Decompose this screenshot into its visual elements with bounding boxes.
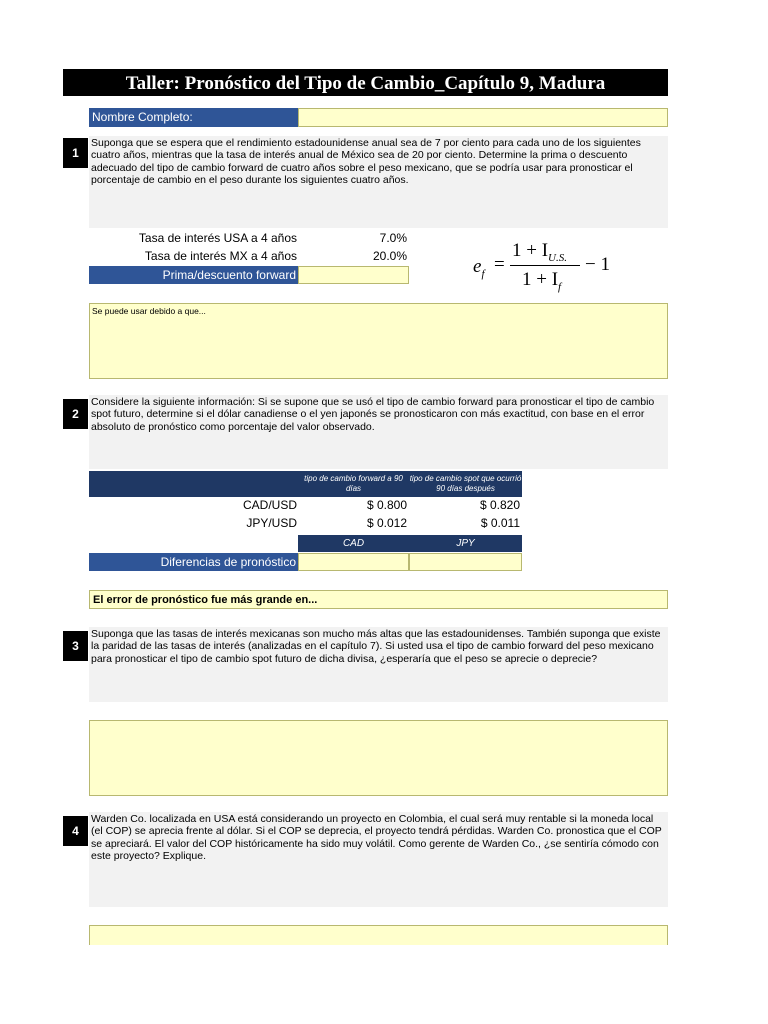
forecast-diff-label: Diferencias de pronóstico [89, 553, 298, 571]
cad-usd-forward: $ 0.800 [366, 498, 407, 512]
mx-rate-label: Tasa de interés MX a 4 años [144, 249, 297, 263]
question-4-text: Warden Co. localizada en USA está considerando un proyecto en Colombia, el cual será muy rentable si la moneda local (el COP) se aprecia frente al dólar. Si el COP se deprecia, el proyecto tendrá pérdidas. Warden Co. pronostica que el COP se apreciará. El valor del COP históricamente ha sido muy volátil. Como gerente de Warden Co., ¿se sentiría cómodo con este proyecto? Explique. [89, 812, 668, 907]
jpy-usd-label: JPY/USD [246, 516, 297, 530]
question-1-text: Suponga que se espera que el rendimiento estadounidense anual sea de 7 por ciento para cada uno de los siguientes cuatro años, mientras que la tasa de interés anual de México sea de 20 por ciento. Determine la prima o descuento adecuado del tipo de cambio forward de cuatro años sobre el peso mexicano, que se podría usar para pronosticar el porcentaje de cambio en el peso durante los siguientes cuatro años. [89, 136, 668, 228]
jpy-usd-forward: $ 0.012 [366, 516, 407, 530]
question-3-number: 3 [63, 631, 88, 661]
page-title: Taller: Pronóstico del Tipo de Cambio_Capítulo 9, Madura [63, 69, 668, 96]
question-1-number: 1 [63, 138, 88, 168]
forward-premium-formula: $e_f$ = $1 + I_{U.S.}$ $1 + I_f$ − 1 [473, 240, 610, 293]
full-name-label: Nombre Completo: [89, 108, 298, 127]
us-rate-label: Tasa de interés USA a 4 años [138, 231, 297, 245]
cad-usd-label: CAD/USD [242, 498, 297, 512]
jpy-subheader: JPY [409, 535, 522, 552]
us-rate-value: 7.0% [379, 231, 407, 245]
question-2-number: 2 [63, 399, 88, 429]
answer-4-box[interactable] [89, 925, 668, 945]
question-3-text: Suponga que las tasas de interés mexicanas son mucho más altas que las estadounidenses. También suponga que existe la paridad de las tasas de interés (analizadas en el capítulo 7). Si usted usa el tipo de cambio forward del peso mexicano para pronosticar el tipo de cambio spot futuro de dicha divisa, ¿esperaría que el peso se aprecie o deprecie? [89, 627, 668, 702]
forward-rate-header: tipo de cambio forward a 90 días [298, 471, 409, 497]
forward-premium-label: Prima/descuento forward [89, 266, 298, 284]
full-name-input[interactable] [298, 108, 668, 127]
question-4-number: 4 [63, 816, 88, 846]
error-larger-prompt[interactable]: El error de pronóstico fue más grande en... [89, 590, 668, 609]
answer-3-box[interactable] [89, 720, 668, 796]
cad-usd-spot: $ 0.820 [479, 498, 520, 512]
question-2-text: Considere la siguiente información: Si se supone que se usó el tipo de cambio forward para pronosticar el tipo de cambio spot futuro, determine si el dólar canadiense o el yen japonés se pronosticaron con más exactitud, con base en el error absoluto de pronóstico como porcentaje del valor observado. [89, 395, 668, 469]
mx-rate-value: 20.0% [372, 249, 407, 263]
table-header-spacer [89, 471, 298, 497]
cad-diff-input[interactable] [298, 553, 409, 571]
forward-premium-input[interactable] [298, 266, 409, 284]
answer-1-box[interactable]: Se puede usar debido a que... [89, 303, 668, 379]
cad-subheader: CAD [298, 535, 409, 552]
spot-rate-header: tipo de cambio spot que ocurrió 90 días después [409, 471, 522, 497]
jpy-usd-spot: $ 0.011 [480, 516, 520, 530]
jpy-diff-input[interactable] [409, 553, 522, 571]
